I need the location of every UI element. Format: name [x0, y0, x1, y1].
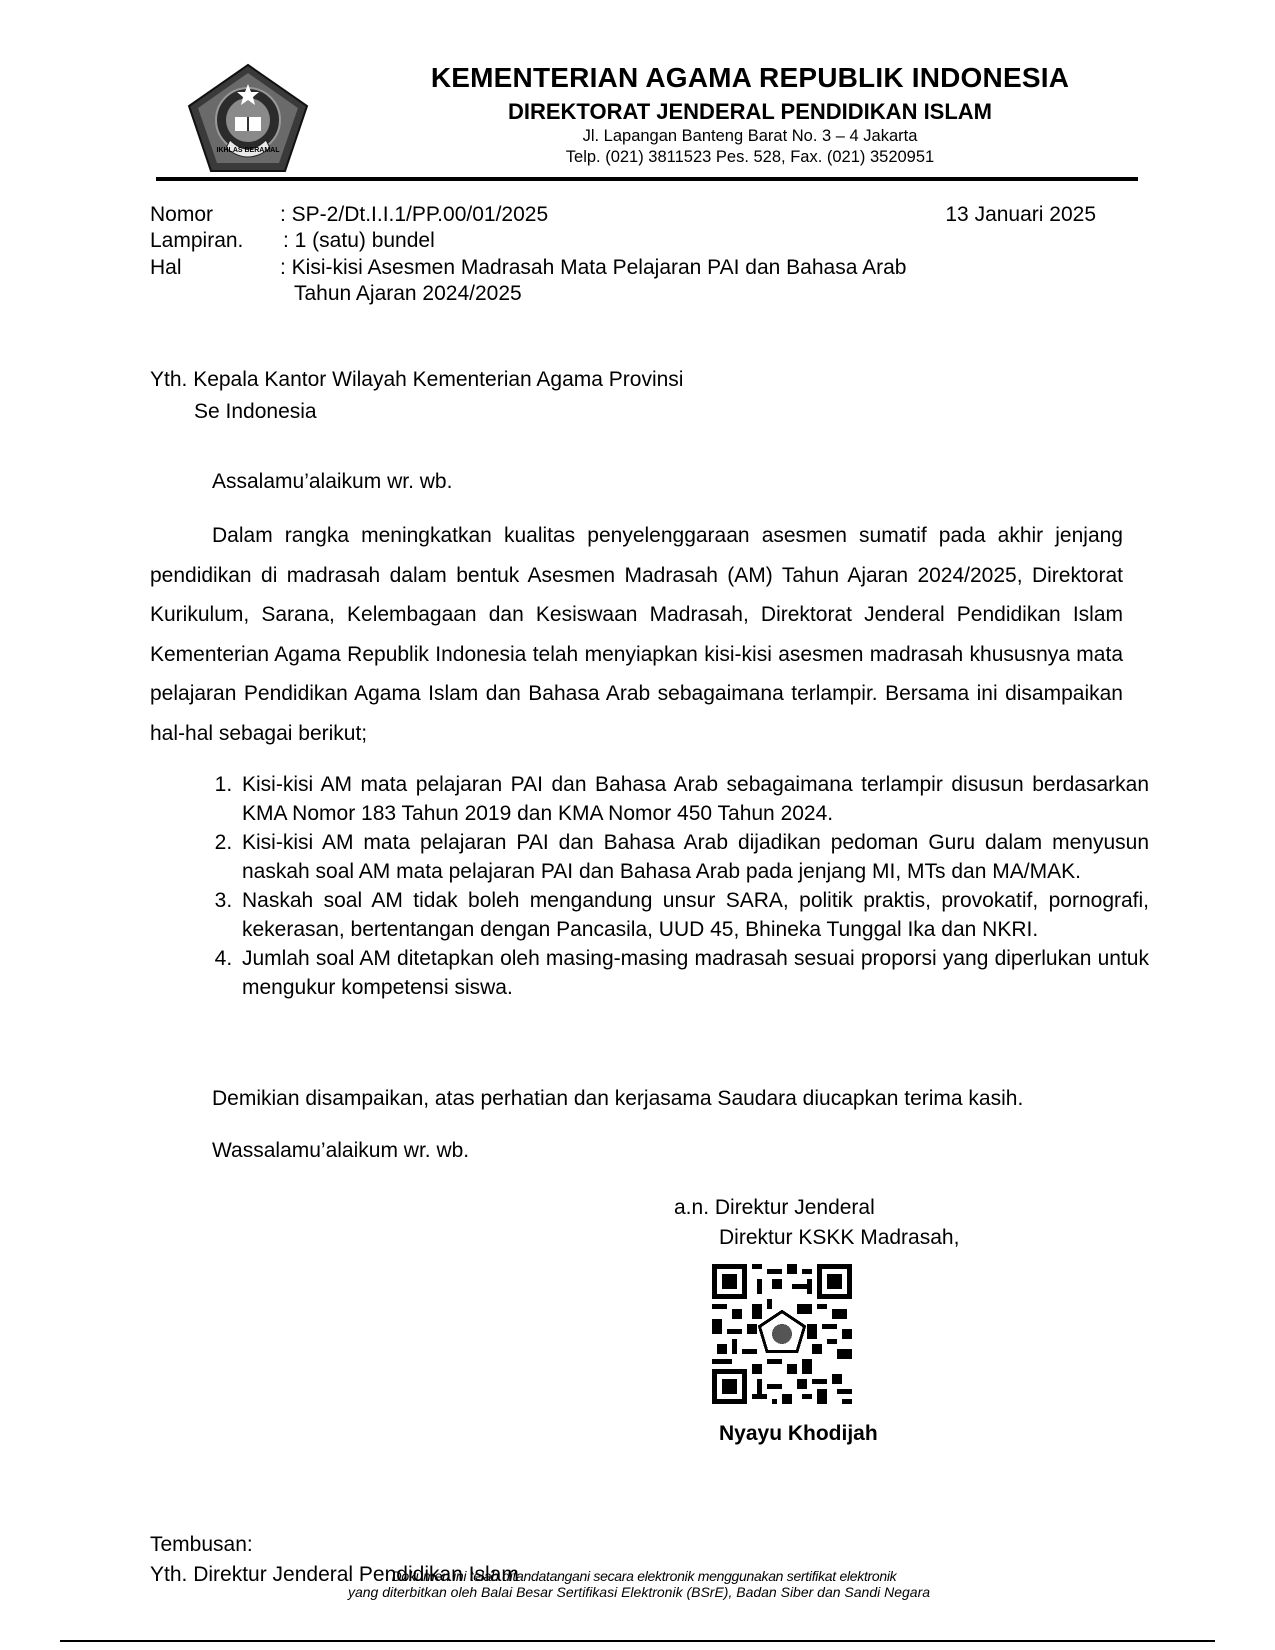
points-list: [212, 770, 1149, 1002]
list-item: 2. Kisi-kisi AM mata pelajaran PAI dan Bahasa Arab dijadikan pedoman Guru dalam menyusun naskah soal AM mata pelajaran PAI dan Bahasa Arab pada jenjang MI, MTs dan MA/MAK.: [238, 828, 1149, 886]
ministry-name: KEMENTERIAN AGAMA REPUBLIK INDONESIA: [430, 62, 1070, 93]
lampiran-value: : 1 (satu) bundel: [283, 229, 435, 252]
hal-value: : Kisi-kisi Asesmen Madrasah Mata Pelajaran PAI dan Bahasa Arab: [280, 256, 907, 279]
recipient-scope: Se Indonesia: [194, 400, 317, 423]
recipient-line: Yth. Kepala Kantor Wilayah Kementerian Agama Provinsi: [150, 368, 684, 391]
tembusan-label: Tembusan:: [150, 1533, 253, 1556]
body-paragraph: Dalam rangka meningkatkan kualitas penyelenggaraan asesmen sumatif pada akhir jenjang pendidikan di madrasah dalam bentuk Asesmen Madrasah (AM) Tahun Ajaran 2024/2025, Direktorat Kurikulum, Sarana, Kelembagaan dan Kesiswaan Madrasah, Direktorat Jenderal Pendidikan Islam Kementerian Agama Republik Indonesia telah menyiapkan kisi-kisi asesmen madrasah khususnya mata pelajaran Pendidikan Agama Islam dan Bahasa Arab sebagaimana terlampir. Bersama ini disampaikan hal-hal sebagai berikut;: [150, 524, 1123, 745]
hal-label: Hal: [150, 256, 182, 279]
tembusan-item: Yth. Direktur Jenderal Pendidikan Islam: [150, 1563, 519, 1586]
nomor-label: Nomor: [150, 203, 214, 226]
greeting: Assalamu’alaikum wr. wb.: [212, 470, 453, 493]
lampiran-label: Lampiran.: [150, 229, 244, 252]
esign-notice-line1: Dokumen ini telah ditandatangani secara elektronik menggunakan sertifikat elektronik: [391, 1568, 897, 1584]
signatory-name: Nyayu Khodijah: [719, 1422, 878, 1445]
letter-date: 13 Januari 2025: [945, 203, 1096, 226]
svg-text:IKHLAS BERAMAL: IKHLAS BERAMAL: [216, 147, 280, 154]
phone: Telp. (021) 3811523 Pes. 528, Fax. (021) 3520951: [565, 148, 935, 166]
nomor-value: : SP-2/Dt.I.I.1/PP.00/01/2025: [280, 203, 549, 226]
qr-code-icon: [712, 1263, 852, 1405]
list-item: 4. Jumlah soal AM ditetapkan oleh masing-masing madrasah sesuai proporsi yang diperlukan untuk mengukur kompetensi siswa.: [238, 944, 1149, 1002]
closing-sentence: Demikian disampaikan, atas perhatian dan kerjasama Saudara diucapkan terima kasih.: [212, 1087, 1024, 1110]
esign-notice-line2: yang diterbitkan oleh Balai Besar Sertifikasi Elektronik (BSrE), Badan Siber dan Sandi Negara: [347, 1584, 931, 1600]
ministry-emblem-icon: [186, 62, 310, 174]
address: Jl. Lapangan Banteng Barat No. 3 – 4 Jakarta: [582, 127, 918, 145]
directorate-name: DIREKTORAT JENDERAL PENDIDIKAN ISLAM: [507, 99, 993, 124]
hal-value-continued: Tahun Ajaran 2024/2025: [294, 282, 522, 305]
farewell: Wassalamu’alaikum wr. wb.: [212, 1139, 470, 1162]
footer-divider: [60, 1640, 1215, 1642]
list-item: 1. Kisi-kisi AM mata pelajaran PAI dan Bahasa Arab sebagaimana terlampir disusun berdasarkan KMA Nomor 183 Tahun 2019 dan KMA Nomor 450 Tahun 2024.: [238, 770, 1149, 828]
letterhead-divider: [156, 177, 1138, 181]
signature-position: Direktur KSKK Madrasah,: [719, 1226, 960, 1249]
list-item: 3. Naskah soal AM tidak boleh mengandung unsur SARA, politik praktis, provokatif, pornografi, kekerasan, bertentangan dengan Pancasila, UUD 45, Bhineka Tunggal Ika dan NKRI.: [238, 886, 1149, 944]
signature-on-behalf: a.n. Direktur Jenderal: [674, 1196, 875, 1219]
